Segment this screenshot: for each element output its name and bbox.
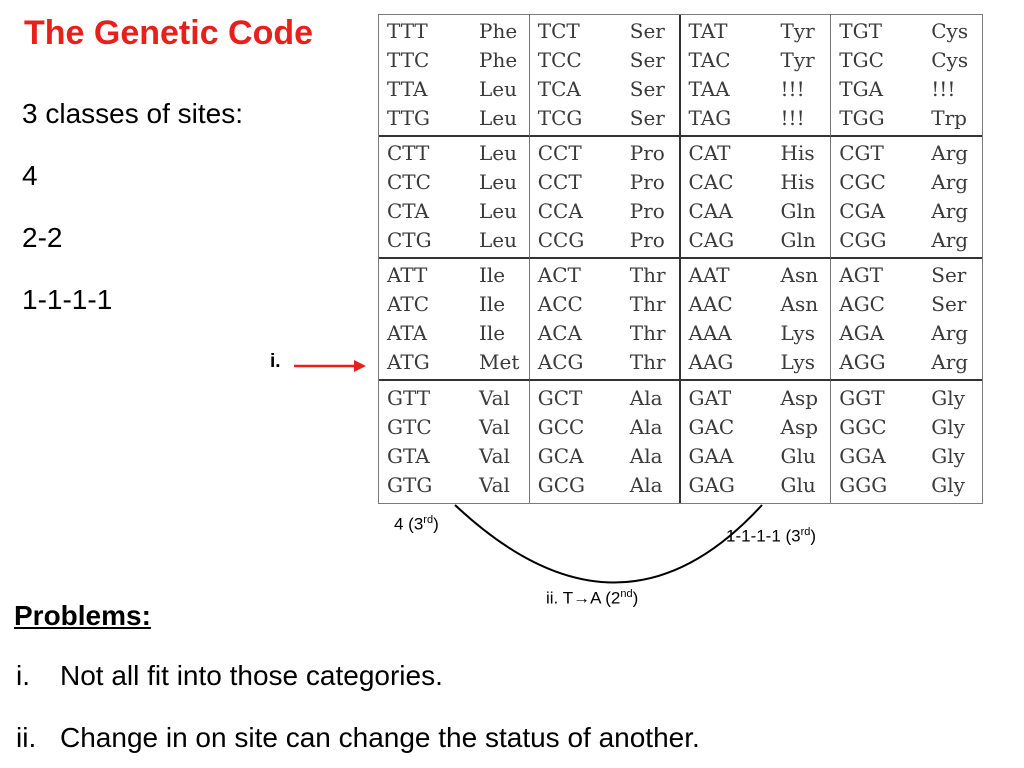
- amino-acid: Ser: [629, 19, 665, 44]
- codon: TGG: [839, 105, 885, 130]
- codon: CCT: [537, 141, 582, 166]
- codon: CGA: [839, 198, 885, 223]
- amino-acid: Ser: [931, 292, 967, 317]
- codon: GGC: [839, 414, 887, 439]
- problem-item: ii. Change in on site can change the status of another.: [16, 722, 700, 753]
- codon: TGT: [839, 19, 882, 44]
- amino-acid: Arg: [931, 141, 969, 166]
- amino-acid: Val: [479, 473, 510, 498]
- codon: TCG: [537, 105, 583, 130]
- codon: GTA: [387, 444, 430, 469]
- codon: TCC: [537, 48, 582, 73]
- codon: TGC: [839, 48, 884, 73]
- codon: GAG: [688, 473, 735, 498]
- codon: GGA: [839, 444, 886, 469]
- codon: GAT: [688, 385, 732, 410]
- amino-acid: Ala: [629, 444, 663, 469]
- codon: CTT: [387, 141, 430, 166]
- site-classes-heading: 3 classes of sites:: [22, 98, 243, 129]
- amino-acid: Leu: [479, 198, 517, 223]
- amino-acid: Ala: [629, 473, 663, 498]
- problem-item: i. Not all fit into those categories.: [16, 660, 443, 691]
- codon: ATA: [387, 320, 428, 345]
- amino-acid: Asn: [780, 263, 819, 288]
- amino-acid: Pro: [629, 141, 665, 166]
- codon: ACA: [537, 320, 582, 345]
- amino-acid: Lys: [780, 349, 815, 374]
- codon: GGG: [839, 473, 888, 498]
- amino-acid: Leu: [479, 170, 517, 195]
- amino-acid: Leu: [479, 227, 517, 252]
- codon: GTC: [387, 414, 432, 439]
- amino-acid: Phe: [479, 48, 518, 73]
- amino-acid: Glu: [780, 444, 816, 469]
- codon: TTC: [387, 48, 430, 73]
- codon: CTG: [387, 227, 432, 252]
- codon: AGG: [839, 349, 886, 374]
- amino-acid: Asn: [780, 292, 819, 317]
- codon: GCT: [537, 385, 583, 410]
- amino-acid: Arg: [931, 198, 969, 223]
- amino-acid: Leu: [479, 105, 517, 130]
- annotation-one-one-third: 1-1-1-1 (3rd): [726, 526, 817, 546]
- amino-acid: Gly: [931, 444, 965, 469]
- amino-acid: Val: [479, 414, 510, 439]
- codon: GTG: [387, 473, 433, 498]
- codon: TTG: [387, 105, 431, 130]
- amino-acid: Ser: [629, 76, 665, 101]
- amino-acid: Leu: [479, 76, 517, 101]
- amino-acid: Val: [479, 385, 510, 410]
- codon: ATC: [387, 292, 429, 317]
- codon: GGT: [839, 385, 885, 410]
- amino-acid: Pro: [629, 170, 665, 195]
- amino-acid: Leu: [479, 141, 517, 166]
- label-i: i.: [270, 351, 281, 372]
- codon: AAG: [688, 349, 734, 374]
- amino-acid: Met: [479, 349, 520, 374]
- codon: AGC: [839, 292, 885, 317]
- codon: CAA: [688, 198, 733, 223]
- amino-acid: Arg: [931, 227, 969, 252]
- codon: TTA: [387, 76, 428, 101]
- amino-acid: Pro: [629, 227, 665, 252]
- codon: TGA: [839, 76, 884, 101]
- amino-acid: !!!: [931, 76, 956, 101]
- codon: CGC: [839, 170, 886, 195]
- codon: TAC: [688, 48, 731, 73]
- codon: ATG: [387, 349, 430, 374]
- codon: CCT: [537, 170, 582, 195]
- amino-acid: Cys: [931, 48, 969, 73]
- codon: CCG: [537, 227, 585, 252]
- codon: TCT: [537, 19, 580, 44]
- codon: TAG: [688, 105, 732, 130]
- codon: CGG: [839, 227, 887, 252]
- annotation-four-third: 4 (3rd): [394, 514, 439, 534]
- amino-acid: Tyr: [780, 19, 815, 44]
- codon: AAC: [688, 292, 733, 317]
- amino-acid: Gly: [931, 385, 965, 410]
- site-class-item: 1-1-1-1: [22, 284, 113, 315]
- amino-acid: Ala: [629, 414, 663, 439]
- codon: AGA: [839, 320, 885, 345]
- codon: ACT: [537, 263, 581, 288]
- site-class-item: 2-2: [22, 222, 63, 253]
- codon: ATT: [387, 263, 428, 288]
- amino-acid: Ser: [629, 105, 665, 130]
- amino-acid: Thr: [629, 349, 666, 374]
- codon: AGT: [839, 263, 884, 288]
- amino-acid: Asp: [780, 385, 819, 410]
- codon: GTT: [387, 385, 431, 410]
- amino-acid: Thr: [629, 320, 666, 345]
- amino-acid: Ile: [479, 292, 506, 317]
- codon: GCC: [537, 414, 585, 439]
- codon: CGT: [839, 141, 884, 166]
- amino-acid: Arg: [931, 170, 969, 195]
- amino-acid: Glu: [780, 473, 816, 498]
- amino-acid: Ala: [629, 385, 663, 410]
- amino-acid: Asp: [780, 414, 819, 439]
- site-class-item: 4: [22, 160, 38, 191]
- amino-acid: Val: [479, 444, 510, 469]
- page-title: The Genetic Code: [24, 14, 314, 52]
- amino-acid: Phe: [479, 19, 518, 44]
- codon: TAA: [688, 76, 730, 101]
- codon: CAT: [688, 141, 731, 166]
- amino-acid: Trp: [931, 105, 967, 130]
- codon: TAT: [688, 19, 728, 44]
- codon: CAG: [688, 227, 735, 252]
- amino-acid: Cys: [931, 19, 969, 44]
- amino-acid: Gln: [780, 227, 816, 252]
- amino-acid: Arg: [931, 349, 969, 374]
- amino-acid: Pro: [629, 198, 665, 223]
- codon: GAC: [688, 414, 735, 439]
- codon: CCA: [537, 198, 583, 223]
- amino-acid: Ile: [479, 320, 506, 345]
- amino-acid: !!!: [780, 105, 805, 130]
- codon: GAA: [688, 444, 734, 469]
- amino-acid: Ser: [629, 48, 665, 73]
- amino-acid: Gly: [931, 473, 965, 498]
- amino-acid: Ser: [931, 263, 967, 288]
- codon: AAA: [688, 320, 732, 345]
- codon: TCA: [537, 76, 581, 101]
- codon: TTT: [387, 19, 428, 44]
- codon: GCA: [537, 444, 584, 469]
- amino-acid: Arg: [931, 320, 969, 345]
- amino-acid: Lys: [780, 320, 815, 345]
- problems-heading: Problems:: [14, 600, 151, 631]
- codon: ACC: [537, 292, 583, 317]
- amino-acid: His: [780, 170, 815, 195]
- codon: CTC: [387, 170, 431, 195]
- arrow-right-icon: →: [573, 588, 591, 608]
- codon: GCG: [537, 473, 586, 498]
- annotation-ii: ii. T→A (2nd): [546, 588, 639, 608]
- codon: CAC: [688, 170, 734, 195]
- codon: AAT: [688, 263, 730, 288]
- amino-acid: !!!: [780, 76, 805, 101]
- codon: ACG: [537, 349, 584, 374]
- amino-acid: Tyr: [780, 48, 815, 73]
- codon: CTA: [387, 198, 429, 223]
- amino-acid: Thr: [629, 263, 666, 288]
- amino-acid: Thr: [629, 292, 666, 317]
- amino-acid: Ile: [479, 263, 506, 288]
- amino-acid: Gln: [780, 198, 816, 223]
- amino-acid: Gly: [931, 414, 965, 439]
- amino-acid: His: [780, 141, 815, 166]
